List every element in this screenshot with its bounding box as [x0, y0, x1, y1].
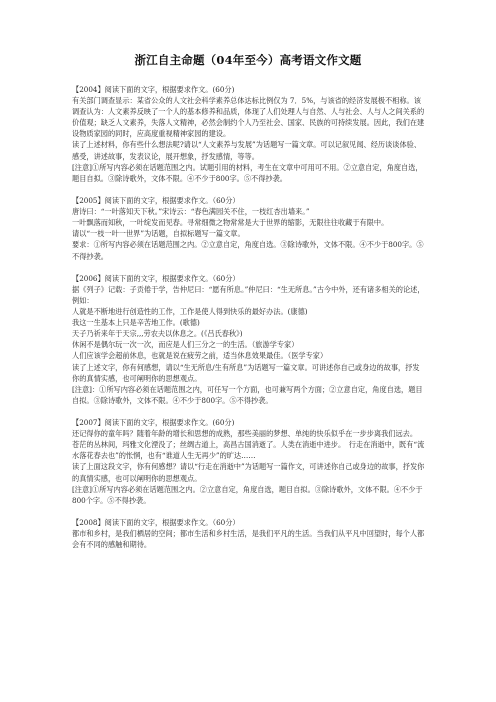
paragraph: 要求：①所写内容必须在话题范围之内。②立意自定，角度自选。③除诗歌外，文体不限。④不少于800字。⑤不得抄袭。 [72, 240, 424, 261]
quote-line: 人们应该学会超前休息，也就是说在疲劳之前，适当休息效果最佳。（医学专家） [72, 351, 328, 361]
section-heading: 【2004】阅读下面的文字，根据要求作文。(60分) [72, 85, 235, 94]
paragraph: 有关部门调查显示：某省公众的人文社会科学素养总体达标比例仅为 7．5%，与该省的经济发展极不相称。该调查认为：人文素养反映了一个人的基本修养和品质，体现了人们处理人与自然、人与社会、人与人之间关系的价值观；缺乏人文素养，失落人文精神，必然会制约个人乃至社会、国家、民族的可持续发展。因此，我们在建设物质家园的同时，应高度重视精神家园的建设。 [72, 96, 425, 139]
paragraph: [注意]：①所写内容必须在话题范围之内，可任写一个方面，也可兼写两个方面；②立意自定，角度自选，题目自拟。③除诗歌外，文体不限。④不少于800字。⑤不得抄袭。 [72, 384, 423, 405]
section-heading: 【2006】阅读下面的文字，根据要求作文。（60分） [72, 273, 240, 283]
quote-line: 休闲不是偶尔玩一次一次，而应是人们三分之一的生活。（旅游学专家） [72, 340, 299, 350]
document-body [72, 84, 426, 562]
section-2005 [72, 195, 426, 262]
section-2006 [72, 273, 426, 406]
paragraph: [注意]①所写内容必须在话题范围之内。试题引用的材料，考生在文章中可用可不用。②立意自定，角度自选，题目自拟。③除诗歌外，文体不限。④不少于800字。⑤不得抄袭。 [72, 162, 423, 183]
paragraph: 读了上面这段文字，你有何感想？请以“行走在消逝中”为话题写一篇作文，可讲述你自己或身边的故事，抒发你的真情实感，也可以阐明你的思想观点。 [72, 462, 425, 483]
quote-line: 天子乃祈来年于天宗,,,劳农夫以休息之。(《吕氏春秋》) [72, 329, 243, 339]
section-heading: 【2005】阅读下面的文字，根据要求作文。（60分） [72, 196, 240, 206]
section-heading: 【2008】阅读下面的文字，根据要求作文。（60分） [72, 518, 240, 528]
paragraph: 都市和乡村，是我们栖居的空间；都市生活和乡村生活，是我们平凡的生活。当我们从平凡中回望时，每个人都会有不同的感触和期待。 [72, 529, 425, 550]
section-2008 [72, 517, 426, 550]
page-title: 浙江自主命题（04年至今）高考语文作文题 [134, 53, 362, 67]
paragraph: 一叶飘落而知秋，一叶绽发而见春。寻常细微之物常常是大于世界的缩影，无限往往收藏于有限中。 [72, 218, 389, 228]
quote-line: 我这一生基本上只是辛苦地工作。(歌德) [72, 318, 200, 328]
paragraph: 读了上述文字，你有何感想，请以“生无所息/生有所息”为话题写一篇文章。可讲述你自己或身边的故事，抒发你的真情实感，也可阐明你的思想观点。 [72, 362, 420, 383]
section-heading: 【2007】阅读下面的文字，根据要求作文。(60分) [72, 418, 235, 428]
paragraph: 请以“一枝一叶一世界”为话题，自拟标题写一篇文章。 [72, 229, 245, 239]
quote-line: 人就是不断地进行创造性的工作，工作是使人得到快乐的最好办法。(康德) [72, 307, 308, 317]
paragraph: 唐诗曰：“一叶落知天下秋。”宋诗云：“春色满园关不住，一枝红杏出墙来。” [72, 207, 310, 217]
section-2007 [72, 417, 426, 506]
paragraph: 还记得你的童年吗？随着年龄的增长和思想的成熟，那些美丽的梦想、单纯的快乐似乎在一步步离我们远去。 苍茫的丛林间，玛雅文化湮没了；丝绸古道上，高昌古国消逝了。人类在消逝中进步。 行走在消逝中，既有“流水落花春去也”的怅惘，也有“谁道人生无再少”的旷达…… [72, 429, 425, 461]
paragraph: 读了上述材料，你有些什么想法呢?请以“人文素养与发展”为话题写一篇文章。可以记叙见闻、经历谈谈体验、感受，讲述故事，发表议论，展开想象，抒发感情，等等。 [72, 140, 422, 161]
paragraph: 据《列子》记载：子贡倦于学，告仲尼曰：“愿有所息。”仲尼曰：“生无所息。”古今中外，还有诸多相关的论述，例如： [72, 284, 425, 305]
paragraph: [注意]①所写内容必须在话题范围之内。②立意自定，角度自选，题目自拟。③除诗歌外，文体不限。④不少于800个字。⑤不得抄袭。 [72, 484, 423, 505]
section-2004 [72, 84, 426, 184]
